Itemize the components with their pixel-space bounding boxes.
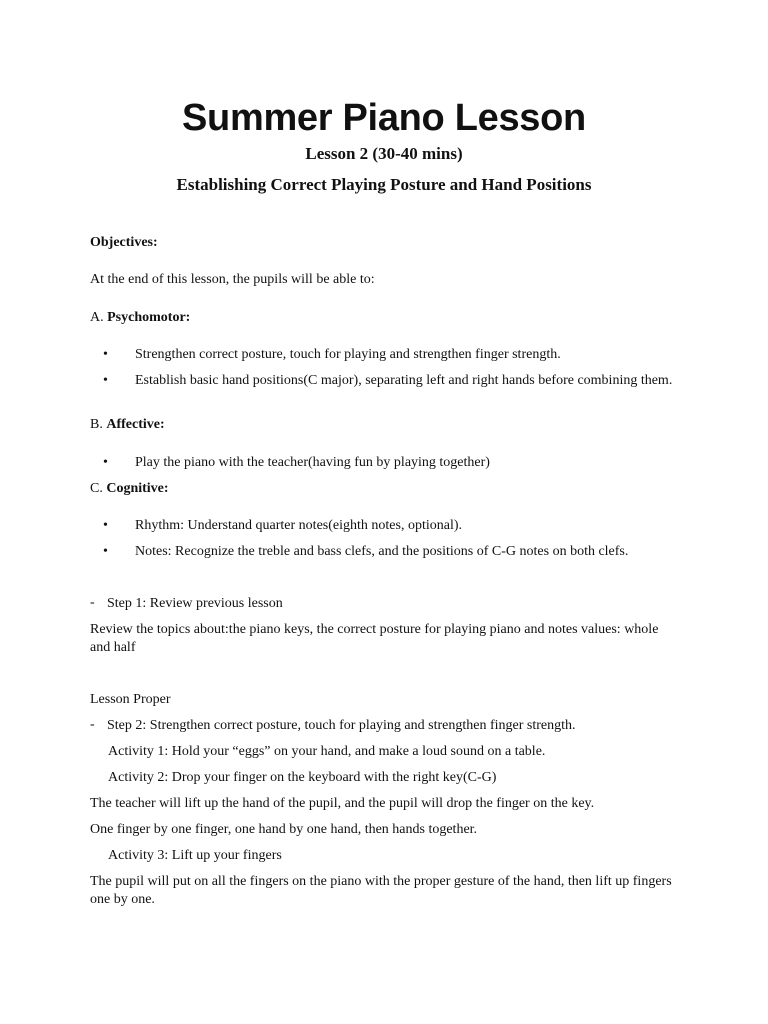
activity3-heading: Activity 3: Lift up your fingers: [108, 848, 282, 863]
section-prefix: A.: [90, 310, 108, 325]
list-item: Strengthen correct posture, touch for playing and strengthen finger strength.: [135, 347, 561, 362]
dash-icon: -: [90, 717, 95, 732]
bullet-icon: •: [103, 455, 108, 470]
objectives-heading: Objectives:: [90, 235, 158, 250]
activity1-text: Activity 1: Hold your “eggs” on your hand, and make a loud sound on a table.: [108, 744, 546, 759]
section-label: Cognitive:: [106, 481, 169, 496]
section-label: Psychomotor:: [107, 310, 191, 325]
page-title: Summer Piano Lesson: [182, 97, 586, 139]
topic-subtitle: Establishing Correct Playing Posture and Hand Positions: [176, 175, 592, 194]
activity3-text: The pupil will put on all the fingers on the piano with the proper gesture of the hand, then lift up fingers one by one.: [90, 874, 672, 907]
lesson-subtitle: Lesson 2 (30-40 mins): [305, 144, 463, 163]
section-prefix: C.: [90, 481, 107, 496]
step1-heading: Step 1: Review previous lesson: [107, 596, 283, 611]
section-affective-heading: [90, 416, 690, 434]
activity2-text-1: The teacher will lift up the hand of the pupil, and the pupil will drop the finger on the key.: [90, 796, 595, 811]
section-cognitive-heading: [90, 480, 690, 498]
step2-heading: Step 2: Strengthen correct posture, touch for playing and strengthen finger strength.: [107, 718, 576, 733]
activity2-heading: Activity 2: Drop your finger on the keyboard with the right key(C-G): [108, 770, 497, 785]
list-item: Notes: Recognize the treble and bass clefs, and the positions of C-G notes on both clefs.: [135, 544, 629, 559]
list-item: Play the piano with the teacher(having fun by playing together): [135, 455, 490, 470]
bullet-icon: •: [103, 544, 108, 559]
section-prefix: B.: [90, 417, 107, 432]
bullet-icon: •: [103, 518, 108, 533]
activity2-text-2: One finger by one finger, one hand by one hand, then hands together.: [90, 822, 478, 837]
list-item: Establish basic hand positions(C major), separating left and right hands before combining them.: [135, 373, 673, 388]
section-psychomotor-heading: [90, 309, 690, 327]
lesson-proper-heading: Lesson Proper: [90, 692, 171, 707]
step1-text: Review the topics about:the piano keys, the correct posture for playing piano and notes values: whole and half: [90, 622, 659, 655]
objectives-intro: At the end of this lesson, the pupils will be able to:: [90, 272, 375, 287]
dash-icon: -: [90, 595, 95, 610]
bullet-icon: •: [103, 347, 108, 362]
section-label: Affective:: [106, 417, 165, 432]
list-item: Rhythm: Understand quarter notes(eighth notes, optional).: [135, 518, 462, 533]
bullet-icon: •: [103, 373, 108, 388]
